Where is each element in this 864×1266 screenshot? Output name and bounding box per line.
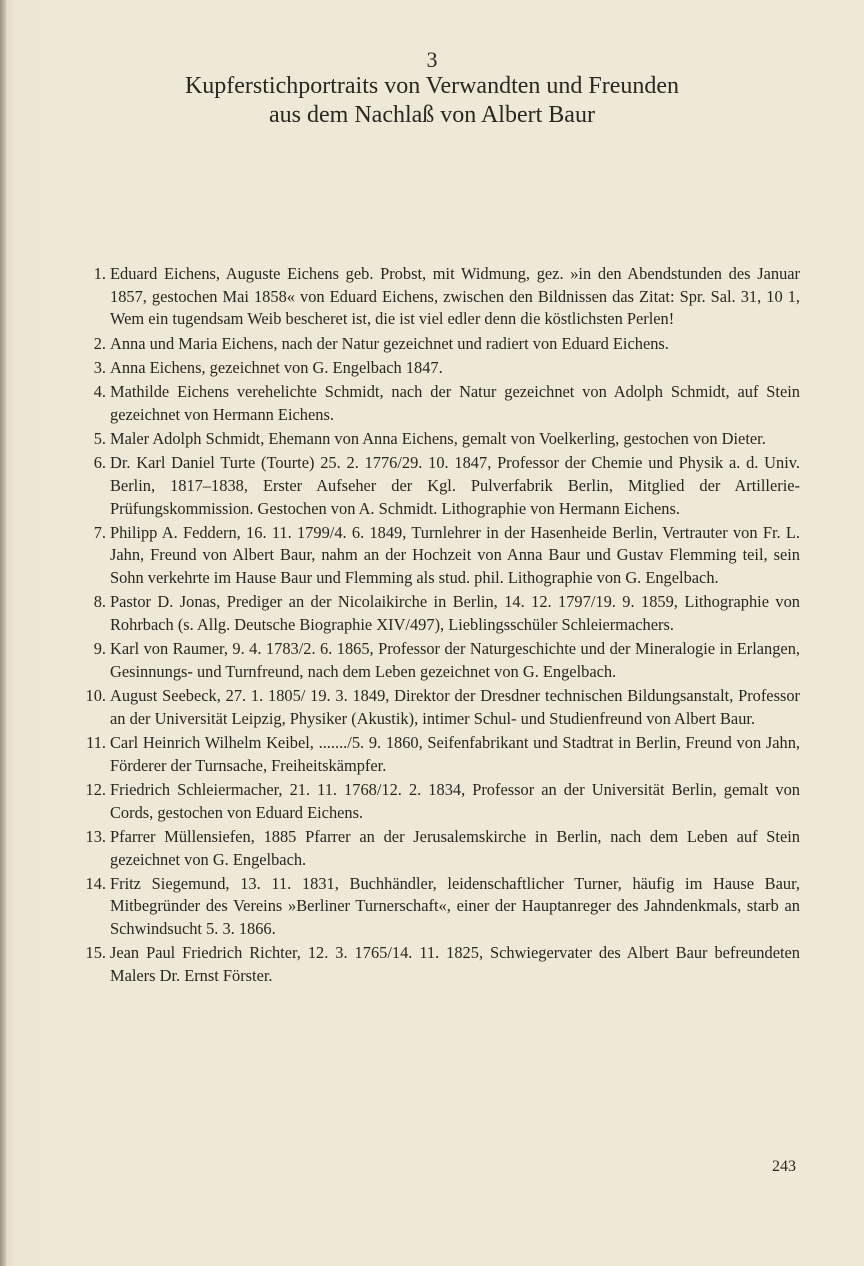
entry-text: Maler Adolph Schmidt, Ehemann von Anna Eichens, gemalt von Voelkerling, gestochen von Dieter. [110, 428, 766, 448]
entry-text: Anna und Maria Eichens, nach der Natur gezeichnet und radiert von Eduard Eichens. [110, 333, 669, 353]
entry-number: 14. [85, 873, 106, 893]
entry-number: 10. [85, 686, 106, 706]
entry-text: Anna Eichens, gezeichnet von G. Engelbach 1847. [110, 357, 443, 377]
entry-text: Carl Heinrich Wilhelm Keibel, ......./5. 9. 1860, Seifenfabrikant und Stadtrat in Berlin, Freund von Jahn, Förderer der Turnsache, Freiheitskämpfer. [110, 733, 800, 775]
list-item [93, 428, 800, 451]
entry-number: 11. [86, 733, 106, 753]
entry-number: 7. [93, 522, 106, 542]
list-item [93, 638, 800, 683]
list-item [93, 333, 800, 356]
page-header [0, 48, 864, 130]
entry-text: Pfarrer Müllensiefen, 1885 Pfarrer an der Jerusalemskirche in Berlin, nach dem Leben auf Stein gezeichnet von G. Engelbach. [110, 826, 800, 869]
page-number: 243 [772, 1158, 796, 1175]
entry-text: Jean Paul Friedrich Richter, 12. 3. 1765/14. 11. 1825, Schwiegervater des Albert Baur befreundeten Malers Dr. Ernst Förster. [110, 943, 800, 986]
portrait-list [85, 263, 800, 989]
list-item [86, 732, 800, 777]
entry-number: 13. [85, 826, 106, 846]
book-spine-shadow [0, 0, 6, 1266]
entry-number: 8. [93, 592, 106, 612]
list-item [93, 522, 800, 590]
list-item [93, 591, 800, 636]
page-title-line-2: aus dem Nachlaß von Albert Baur [269, 102, 595, 128]
list-item [93, 452, 800, 520]
list-item [85, 779, 800, 824]
entry-text: Dr. Karl Daniel Turte (Tourte) 25. 2. 1776/29. 10. 1847, Professor der Chemie und Physik a. d. Univ. Berlin, 1817–1838, Erster Aufseher der Kgl. Pulverfabrik Berlin, Mitglied der Artillerie-Prüfungskommission. Gestochen von A. Schmidt. Lithographie von Hermann Eichens. [110, 453, 800, 518]
entry-number: 2. [93, 333, 106, 353]
entry-number: 12. [85, 779, 106, 799]
entry-number: 3. [93, 357, 106, 377]
entry-number: 15. [85, 943, 106, 963]
entry-text: August Seebeck, 27. 1. 1805/ 19. 3. 1849, Direktor der Dresdner technischen Bildungsanstalt, Professor an der Universität Leipzig, Physiker (Akustik), intimer Schul- und Studienfreund von Albert Baur. [110, 686, 800, 728]
entry-text: Philipp A. Feddern, 16. 11. 1799/4. 6. 1849, Turnlehrer in der Hasenheide Berlin, Vertrauter von Fr. L. Jahn, Freund von Albert Baur, nahm an der Hochzeit von Anna Baur und Gustav Flemming teil, sein Sohn verkehrte im Hause Baur und Flemming als stud. phil. Lithographie von G. Engelbach. [110, 522, 800, 588]
entry-text: Fritz Siegemund, 13. 11. 1831, Buchhändler, leidenschaftlicher Turner, häufig im Hause Baur, Mitbegründer des Vereins »Berliner Turnerschaft«, einer der Hauptanreger des Jahndenkmals, starb an Schwindsucht 5. 3. 1866. [110, 873, 800, 939]
list-item [85, 826, 800, 871]
entry-text: Friedrich Schleiermacher, 21. 11. 1768/12. 2. 1834, Professor an der Universität Berlin, gemalt von Cords, gestochen von Eduard Eichens. [110, 779, 800, 822]
entry-text: Mathilde Eichens verehelichte Schmidt, nach der Natur gezeichnet von Adolph Schmidt, auf Stein gezeichnet von Hermann Eichens. [110, 382, 800, 424]
list-item [85, 685, 800, 730]
entry-number: 6. [93, 453, 106, 473]
list-item [93, 357, 800, 380]
entry-number: 1. [93, 264, 106, 283]
list-item [93, 263, 800, 331]
entry-text: Eduard Eichens, Auguste Eichens geb. Probst, mit Widmung, gez. »in den Abendstunden des Januar 1857, gestochen Mai 1858« von Eduard Eichens, zwischen den Bildnissen das Zitat: Spr. Sal. 31, 10 1, Wem ein tugendsam Weib bescheret ist, die ist viel edler denn die köstlichsten Perlen! [110, 264, 800, 329]
page-title-line-1: Kupferstichportraits von Verwandten und Freunden [184, 73, 680, 99]
entry-text: Karl von Raumer, 9. 4. 1783/2. 6. 1865, Professor der Naturgeschichte und der Mineralogie in Erlangen, Gesinnungs- und Turnfreund, nach dem Leben gezeichnet von G. Engelbach. [110, 639, 800, 681]
chapter-number: 3 [426, 47, 438, 72]
entry-number: 5. [93, 428, 106, 448]
list-item [93, 381, 800, 426]
entry-text: Pastor D. Jonas, Prediger an der Nicolaikirche in Berlin, 14. 12. 1797/19. 9. 1859, Lithographie von Rohrbach (s. Allg. Deutsche Biographie XIV/497), Lieblingsschüler Schleiermachers. [110, 592, 800, 635]
entry-number: 9. [93, 639, 106, 659]
list-item [85, 873, 800, 941]
entry-number: 4. [93, 382, 106, 402]
list-item [85, 942, 800, 987]
